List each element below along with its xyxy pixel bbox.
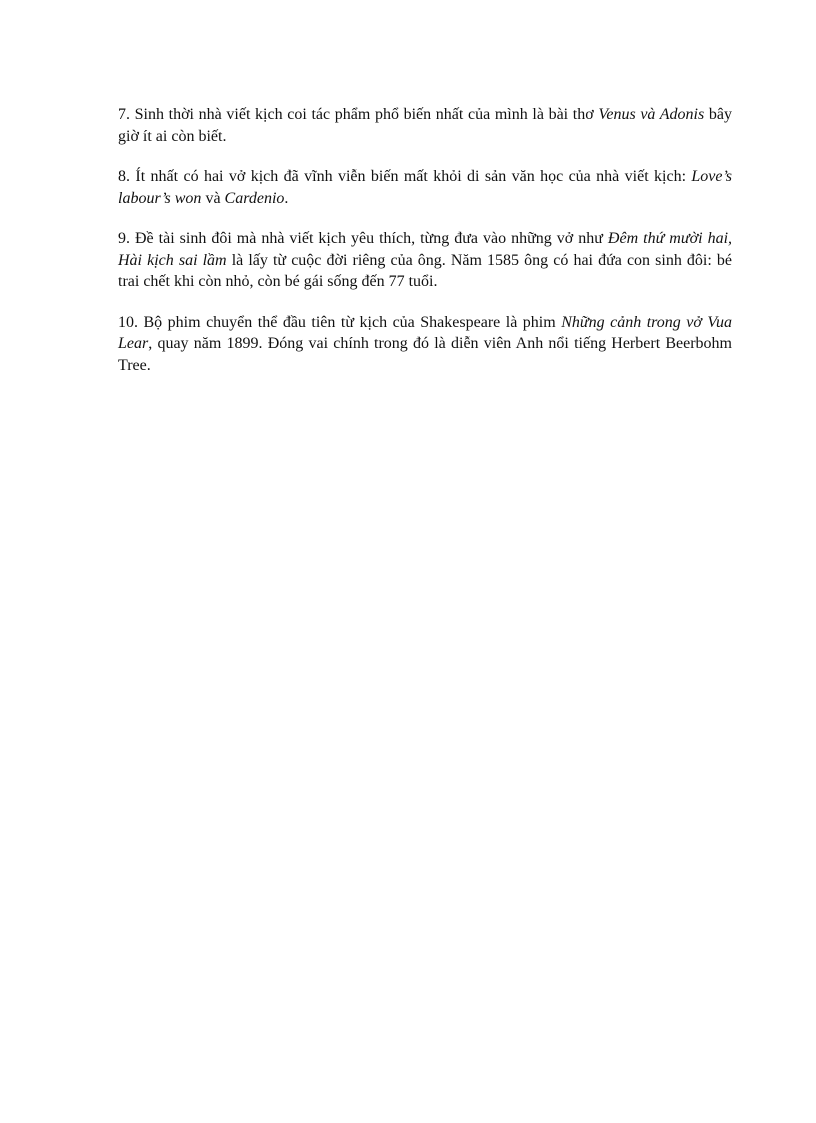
paragraph-10-title-king-lear: Những cảnh trong vở Vua Lear	[118, 313, 732, 352]
paragraph-7-title-venus-adonis: Venus và Adonis	[598, 106, 705, 123]
paragraph-7	[118, 104, 732, 147]
paragraph-10-text-end: , quay năm 1899. Đóng vai chính trong đó là diễn viên Anh nổi tiếng Herbert Beerbohm Tree.	[118, 335, 732, 374]
paragraph-8	[118, 166, 732, 209]
paragraph-9-titles: Đêm thứ mười hai, Hài kịch sai lầm	[118, 230, 733, 269]
paragraph-9	[118, 228, 732, 293]
document-body	[118, 104, 732, 395]
paragraph-10-text: 10. Bộ phim chuyển thể đầu tiên từ kịch của Shakespeare là phim	[118, 313, 562, 331]
paragraph-7-text-end: bây giờ ít ai còn biết.	[118, 106, 732, 145]
paragraph-8-text: 8. Ít nhất có hai vở kịch đã vĩnh viễn biến mất khỏi di sản văn học của nhà viết kịch:	[118, 168, 692, 185]
paragraph-8-period: .	[284, 189, 289, 207]
paragraph-8-conjunction: và	[201, 189, 225, 207]
paragraph-9-text: 9. Đề tài sinh đôi mà nhà viết kịch yêu thích, từng đưa vào những vở như	[118, 230, 608, 247]
paragraph-9-text-end: là lấy từ cuộc đời riêng của ông. Năm 1585 ông có hai đứa con sinh đôi: bé trai chết khi còn nhỏ, còn bé gái sống đến 77 tuổi.	[118, 251, 732, 290]
paragraph-8-title-loves-labours-won: Love’s labour’s won	[118, 168, 732, 207]
paragraph-8-title-cardenio: Cardenio	[224, 189, 285, 207]
paragraph-10	[118, 312, 732, 377]
paragraph-7-text: 7. Sinh thời nhà viết kịch coi tác phẩm phổ biến nhất của mình là bài thơ	[118, 106, 599, 123]
